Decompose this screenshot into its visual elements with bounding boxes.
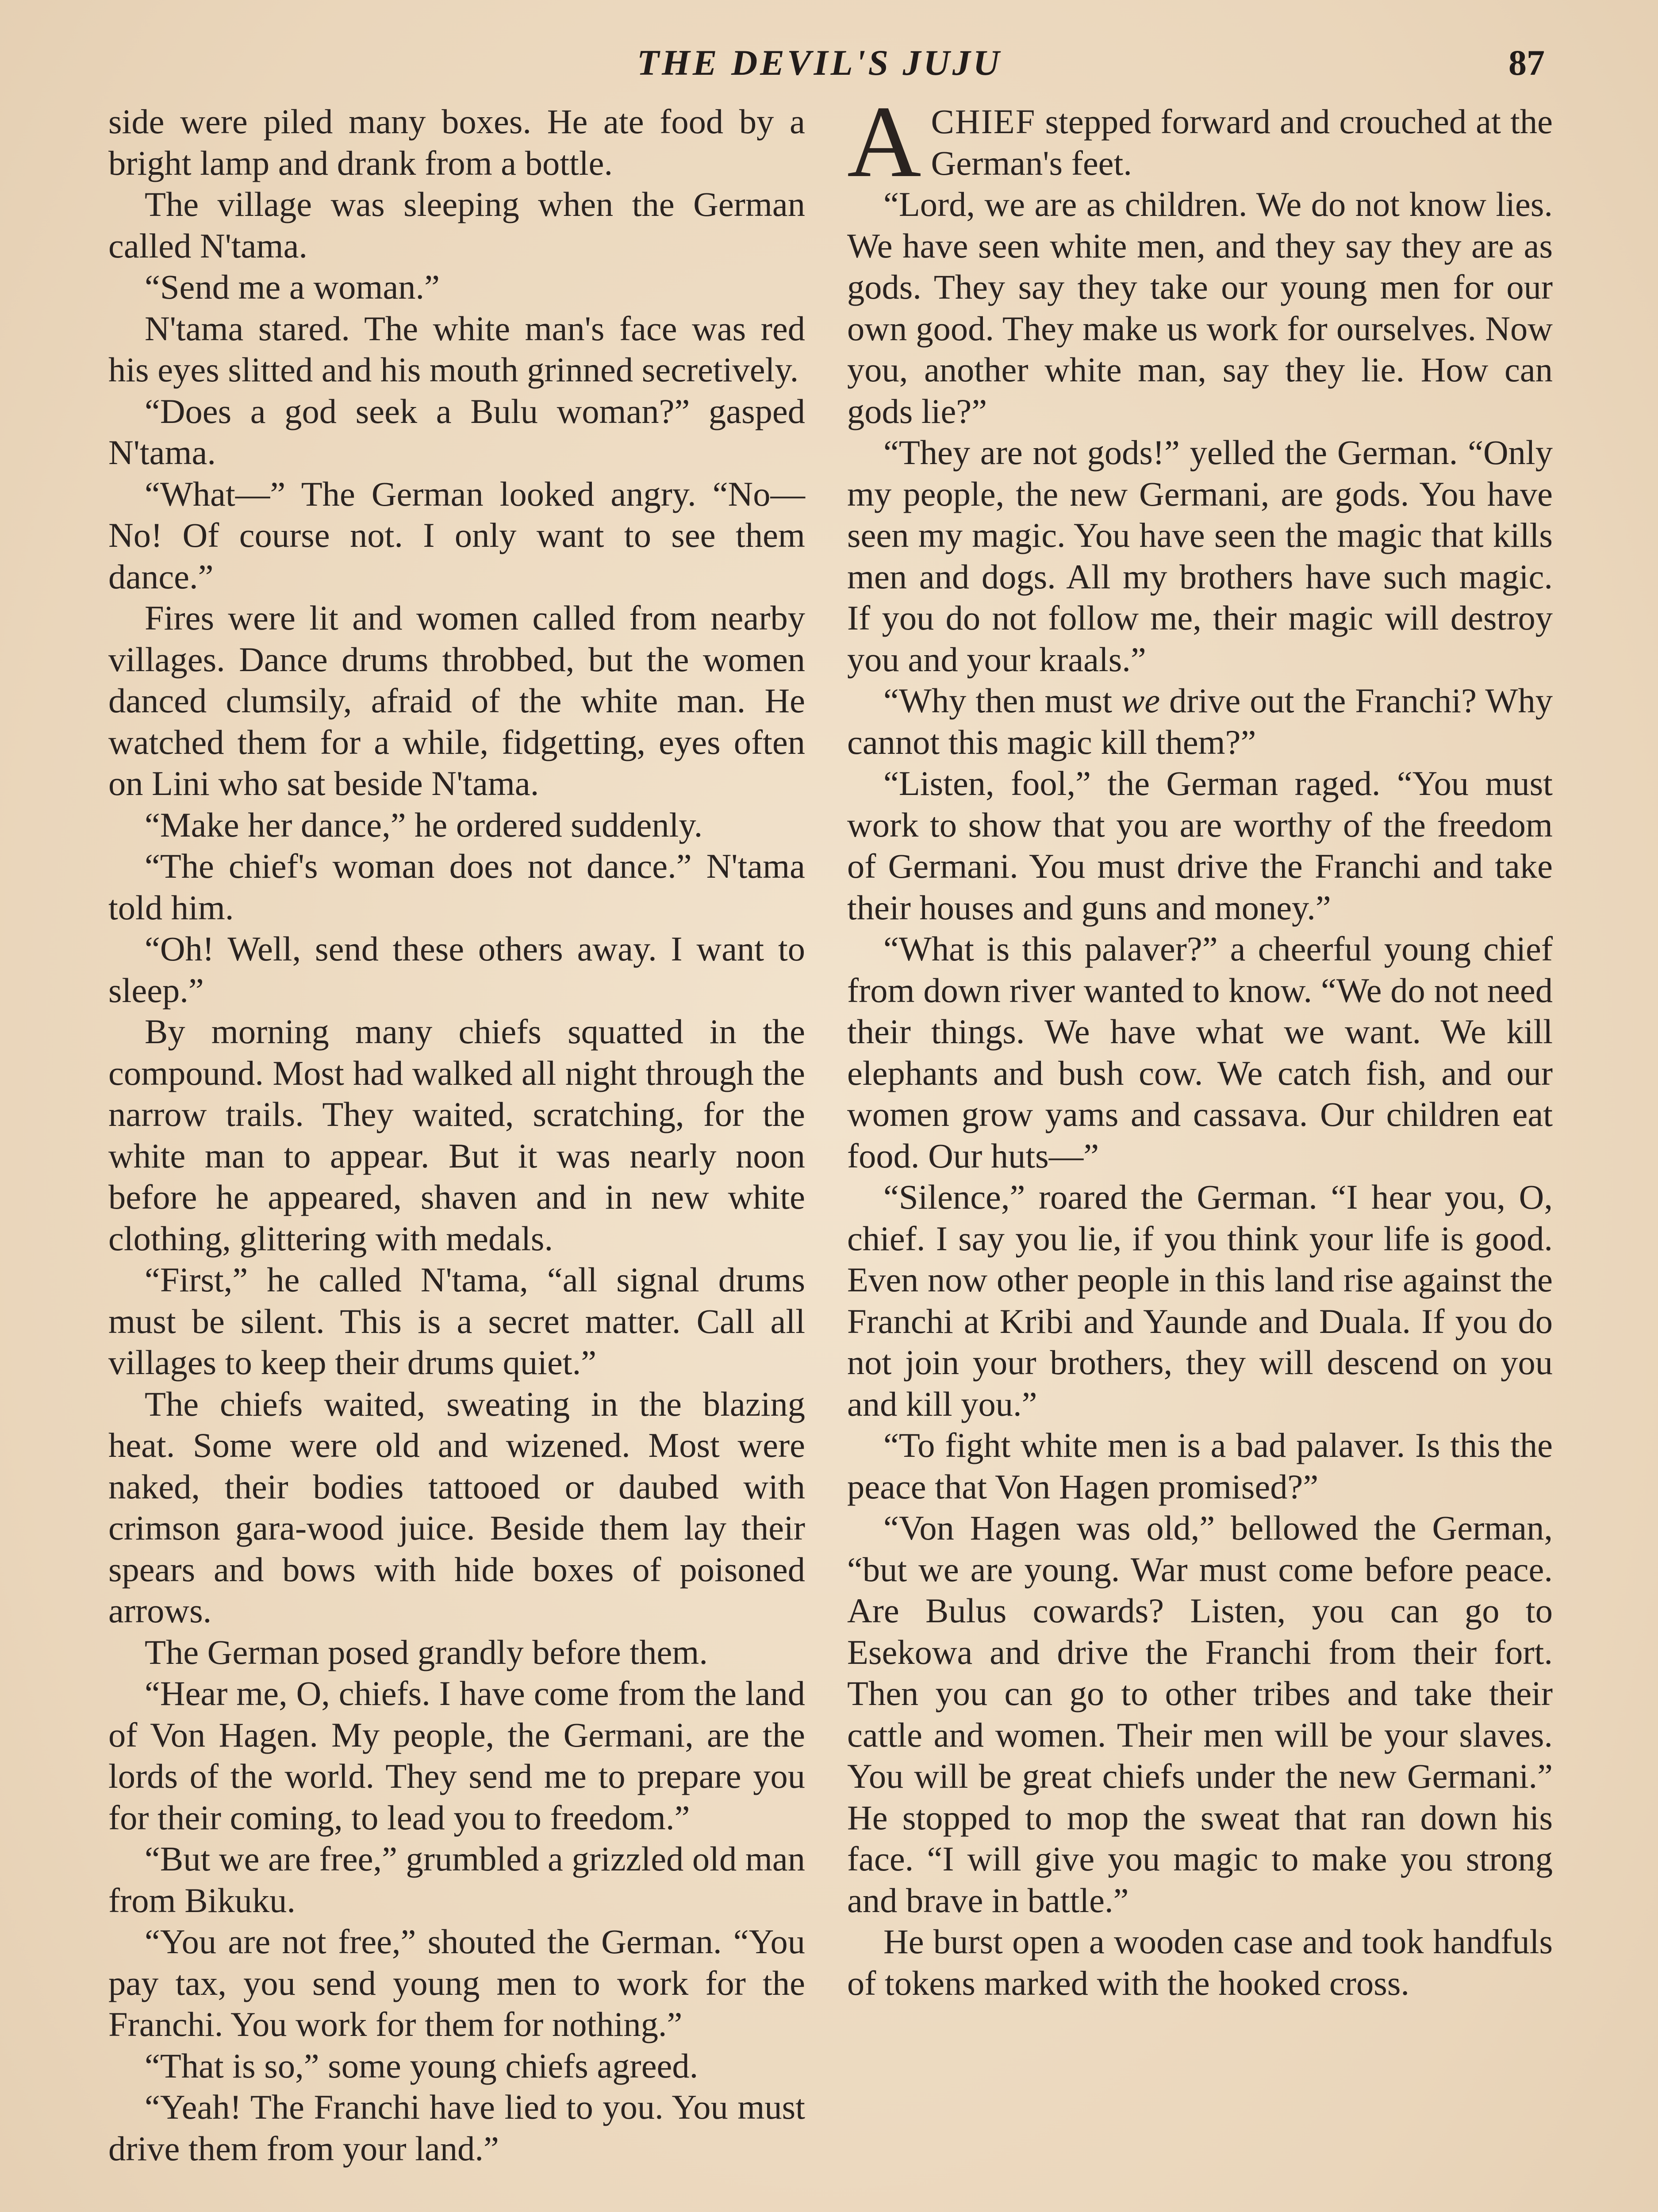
left-column xyxy=(108,101,805,2169)
paragraph: “What is this palaver?” a cheerful young chief from down river wanted to know. “We do not need their things. We have what we want. We kill elephants and bush cow. We catch fish, and our women grow yams and cassava. Our children eat food. Our huts—” xyxy=(847,929,1553,1175)
paragraph: “The chief's woman does not dance.” N'tama told him. xyxy=(108,847,805,927)
lead-paragraph xyxy=(847,85,1553,199)
paragraph: “Send me a woman.” xyxy=(145,268,440,306)
paragraph: “You are not free,” shouted the German. “You pay tax, you send young men to work for the Franchi. You work for them for nothing.” xyxy=(108,1922,805,2043)
paragraph: “Why then must we drive out the Franchi? Why cannot this magic kill them?” xyxy=(847,681,1553,761)
paragraph: “Silence,” roared the German. “I hear you, O, chief. I say you lie, if you think your life is good. Even now other people in this land rise against the Franchi at Kribi and Yaunde and Duala. If you do not join your brothers, they will descend on you and kill you.” xyxy=(847,1178,1553,1423)
paragraph: “First,” he called N'tama, “all signal drums must be silent. This is a secret matter. Call all villages to keep their drums quiet.” xyxy=(108,1260,805,1382)
right-column xyxy=(847,85,1553,2004)
paragraph: “But we are free,” grumbled a grizzled old man from Bikuku. xyxy=(108,1839,805,1920)
paragraph: Fires were lit and women called from nearby villages. Dance drums throbbed, but the women danced clumsily, afraid of the white man. He watched them for a while, fidgetting, eyes often on Lini who sat beside N'tama. xyxy=(108,599,805,803)
running-head xyxy=(0,42,1658,95)
running-title: THE DEVIL'S JUJU xyxy=(637,42,1002,83)
paragraph: “Hear me, O, chiefs. I have come from the land of Von Hagen. My people, the Germani, are the lords of the world. They send me to prepare you for their coming, to lead you to freedom.” xyxy=(108,1674,805,1837)
paragraph: “Make her dance,” he ordered suddenly. xyxy=(145,805,703,844)
paragraph: “Von Hagen was old,” bellowed the German, “but we are young. War must come before peace. Are Bulus cowards? Listen, you can go to Esekowa and drive the Franchi from their fort. Then you can go to other tribes and take their cattle and women. Their men will be your slaves. You will be great chiefs under the new Germani.” He stopped to mop the sweat that ran down his face. “I will give you magic to make you strong and brave in battle.” xyxy=(847,1509,1553,1920)
paragraph: N'tama stared. The white man's face was red his eyes slitted and his mouth grinned secretively. xyxy=(108,309,805,389)
lead-rest: stepped forward and crouched at the German's feet. xyxy=(931,102,1553,182)
paragraph: “To fight white men is a bad palaver. Is this the peace that Von Hagen promised?” xyxy=(847,1426,1553,1506)
lead-word: CHIEF xyxy=(931,102,1036,141)
paragraph: “That is so,” some young chiefs agreed. xyxy=(145,2046,699,2085)
page-number: 87 xyxy=(1508,42,1545,83)
paragraph: “Oh! Well, send these others away. I want to sleep.” xyxy=(108,929,805,1010)
paragraph: “What—” The German looked angry. “No—No! Of course not. I only want to see them dance.” xyxy=(108,474,805,596)
emphasis: we xyxy=(1121,681,1160,720)
paragraph: The village was sleeping when the German called N'tama. xyxy=(108,185,805,265)
paragraph: The chiefs waited, sweating in the blazing heat. Some were old and wizened. Most were naked, their bodies tattooed or daubed with crimson gara-wood juice. Beside them lay their spears and bows with hide boxes of poisoned arrows. xyxy=(108,1384,805,1630)
paragraph: “They are not gods!” yelled the German. “Only my people, the new Germani, are gods. You have seen my magic. You have seen the magic that kills men and dogs. All my brothers have such magic. If you do not follow me, their magic will destroy you and your kraals.” xyxy=(847,433,1553,679)
paragraph: “Listen, fool,” the German raged. “You must work to show that you are worthy of the freedom of Germani. You must drive the Franchi and take their houses and guns and money.” xyxy=(847,764,1553,927)
paragraph: He burst open a wooden case and took handfuls of tokens marked with the hooked cross. xyxy=(847,1922,1553,2002)
drop-cap: A xyxy=(847,85,921,199)
paragraph: “Yeah! The Franchi have lied to you. You must drive them from your land.” xyxy=(108,2088,805,2168)
paragraph: “Lord, we are as children. We do not know lies. We have seen white men, and they say they are as gods. They say they take our young men for our own good. They make us work for ourselves. Now you, another white man, say they lie. How can gods lie?” xyxy=(847,185,1553,430)
paragraph: The German posed grandly before them. xyxy=(145,1632,708,1671)
paragraph: side were piled many boxes. He ate food by a bright lamp and drank from a bottle. xyxy=(108,102,805,182)
paragraph: By morning many chiefs squatted in the compound. Most had walked all night through the narrow trails. They waited, scratching, for the white man to appear. But it was nearly noon before he appeared, shaven and in new white clothing, glittering with medals. xyxy=(108,1012,805,1258)
paragraph: “Does a god seek a Bulu woman?” gasped N'tama. xyxy=(108,392,805,472)
